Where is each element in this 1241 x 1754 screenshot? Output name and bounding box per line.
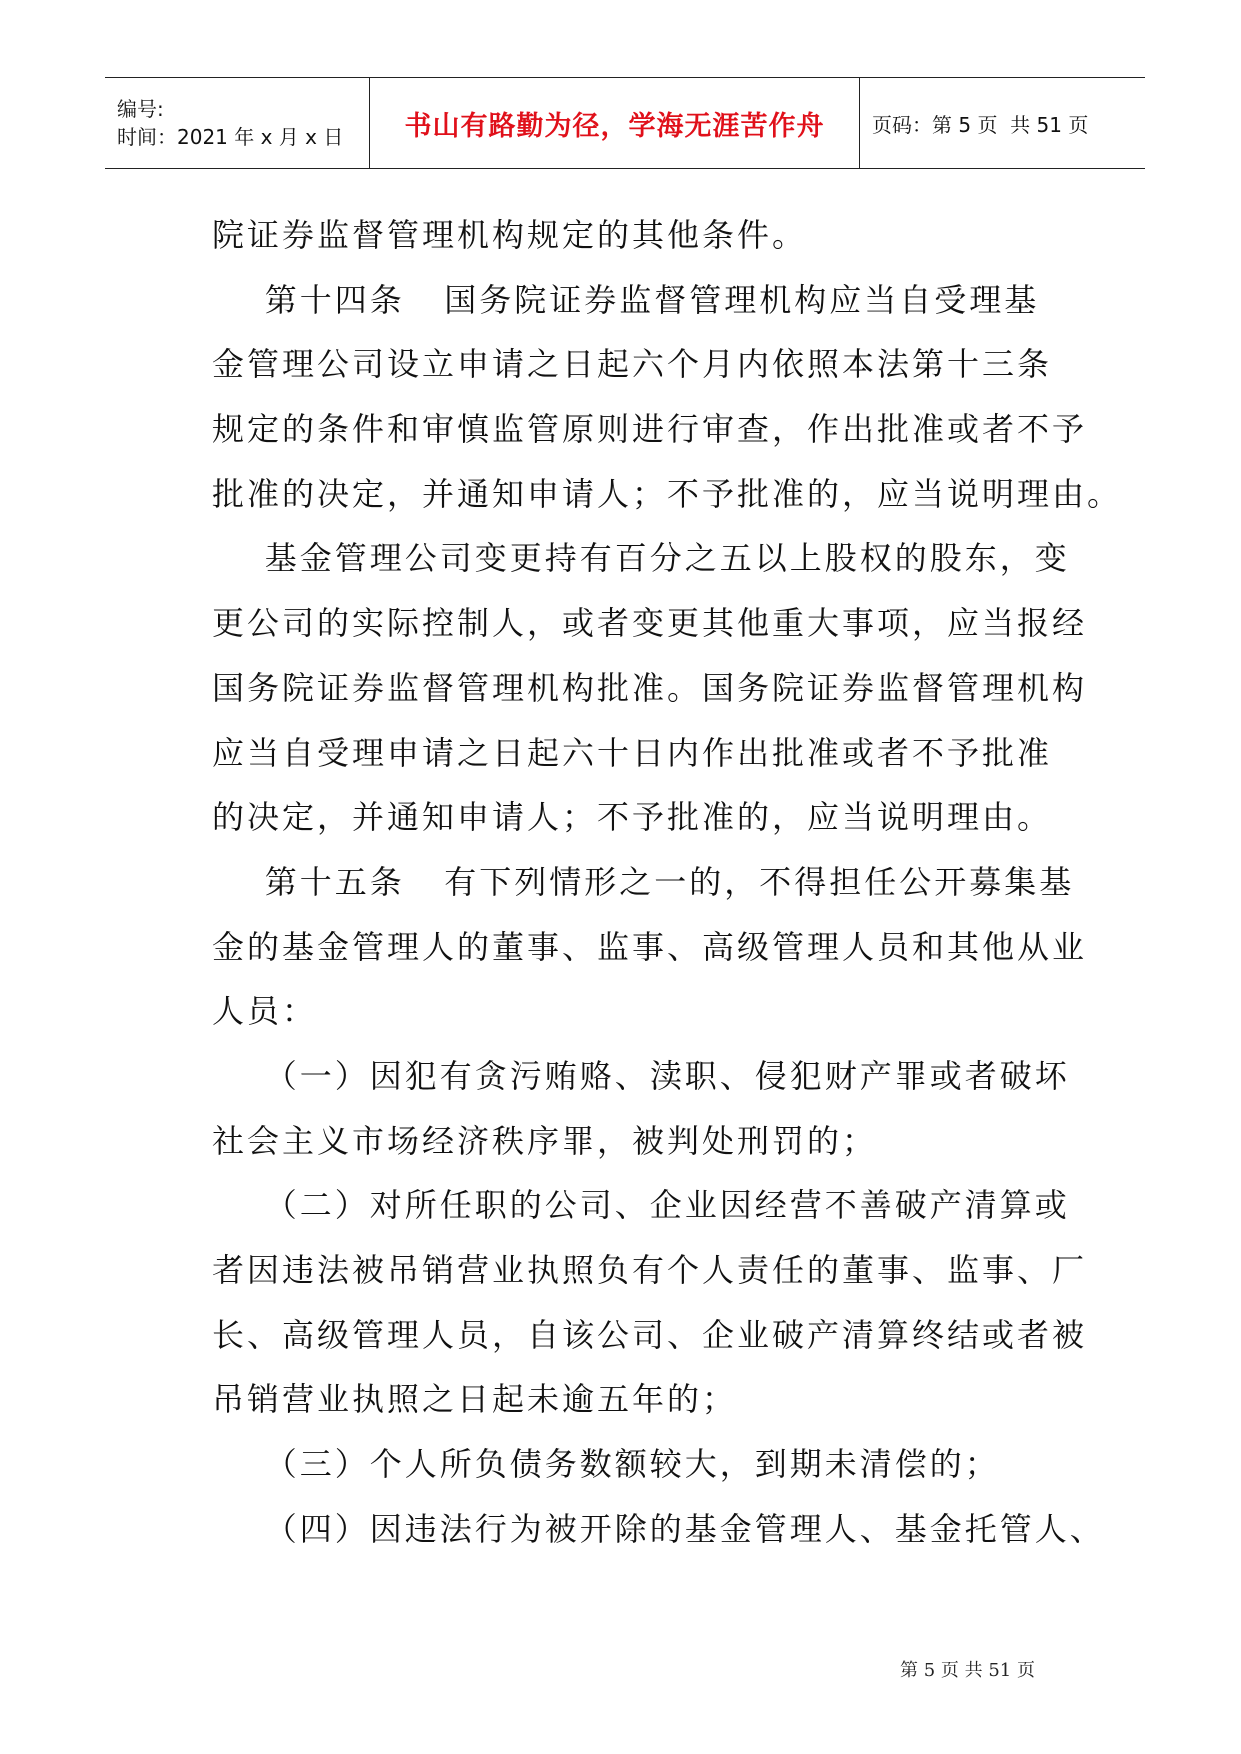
body-line: 应当自受理申请之日起六十日内作出批准或者不予批准 xyxy=(212,733,1053,772)
body-line: 基金管理公司变更持有百分之五以上股权的股东，变 xyxy=(212,539,1070,578)
body-line: 金的基金管理人的董事、监事、高级管理人员和其他从业 xyxy=(212,927,1088,966)
document-time-label: 时间：2021 年 x 月 x 日 xyxy=(117,125,344,149)
body-line: （二）对所任职的公司、企业因经营不善破产清算或 xyxy=(212,1186,1070,1225)
header-meta xyxy=(105,78,370,168)
body-line: 者因违法被吊销营业执照负有个人责任的董事、监事、厂 xyxy=(212,1251,1088,1289)
body-line: 长、高级管理人员，自该公司、企业破产清算终结或者被 xyxy=(212,1315,1088,1354)
body-line: （一）因犯有贪污贿赂、渎职、侵犯财产罪或者破坏 xyxy=(212,1056,1070,1095)
body-line: 金管理公司设立申请之日起六个月内依照本法第十三条 xyxy=(212,345,1053,384)
body-line: 第十五条 有下列情形之一的，不得担任公开募集基 xyxy=(212,862,1075,901)
body-line: 人员： xyxy=(212,992,318,1031)
body-line: 批准的决定，并通知申请人；不予批准的，应当说明理由。 xyxy=(212,474,1123,513)
page-footer: 第 5 页 共 51 页 xyxy=(900,1660,1035,1681)
body-line: 的决定，并通知申请人；不予批准的，应当说明理由。 xyxy=(212,798,1053,837)
body-line: （四）因违法行为被开除的基金管理人、基金托管人、 xyxy=(212,1509,1105,1548)
body-line: 规定的条件和审慎监管原则进行审查，作出批准或者不予 xyxy=(212,410,1088,449)
page-header xyxy=(105,77,1145,169)
body-line: 第十四条 国务院证券监督管理机构应当自受理基 xyxy=(212,280,1040,319)
header-page-info: 页码：第 5 页 共 51 页 xyxy=(872,112,1089,137)
body-line: 吊销营业执照之日起未逾五年的； xyxy=(212,1380,738,1419)
body-line: 更公司的实际控制人，或者变更其他重大事项，应当报经 xyxy=(212,604,1088,643)
document-number-label: 编号: xyxy=(117,97,164,121)
document-body xyxy=(212,203,1123,1561)
body-line: 社会主义市场经济秩序罪，被判处刑罚的； xyxy=(212,1121,878,1160)
body-line: 院证券监督管理机构规定的其他条件。 xyxy=(212,216,808,254)
body-line: 国务院证券监督管理机构批准。国务院证券监督管理机构 xyxy=(212,668,1088,707)
body-line: （三）个人所负债务数额较大，到期未清偿的； xyxy=(212,1445,1000,1484)
header-motto: 书山有路勤为径，学海无涯苦作舟 xyxy=(370,78,860,168)
